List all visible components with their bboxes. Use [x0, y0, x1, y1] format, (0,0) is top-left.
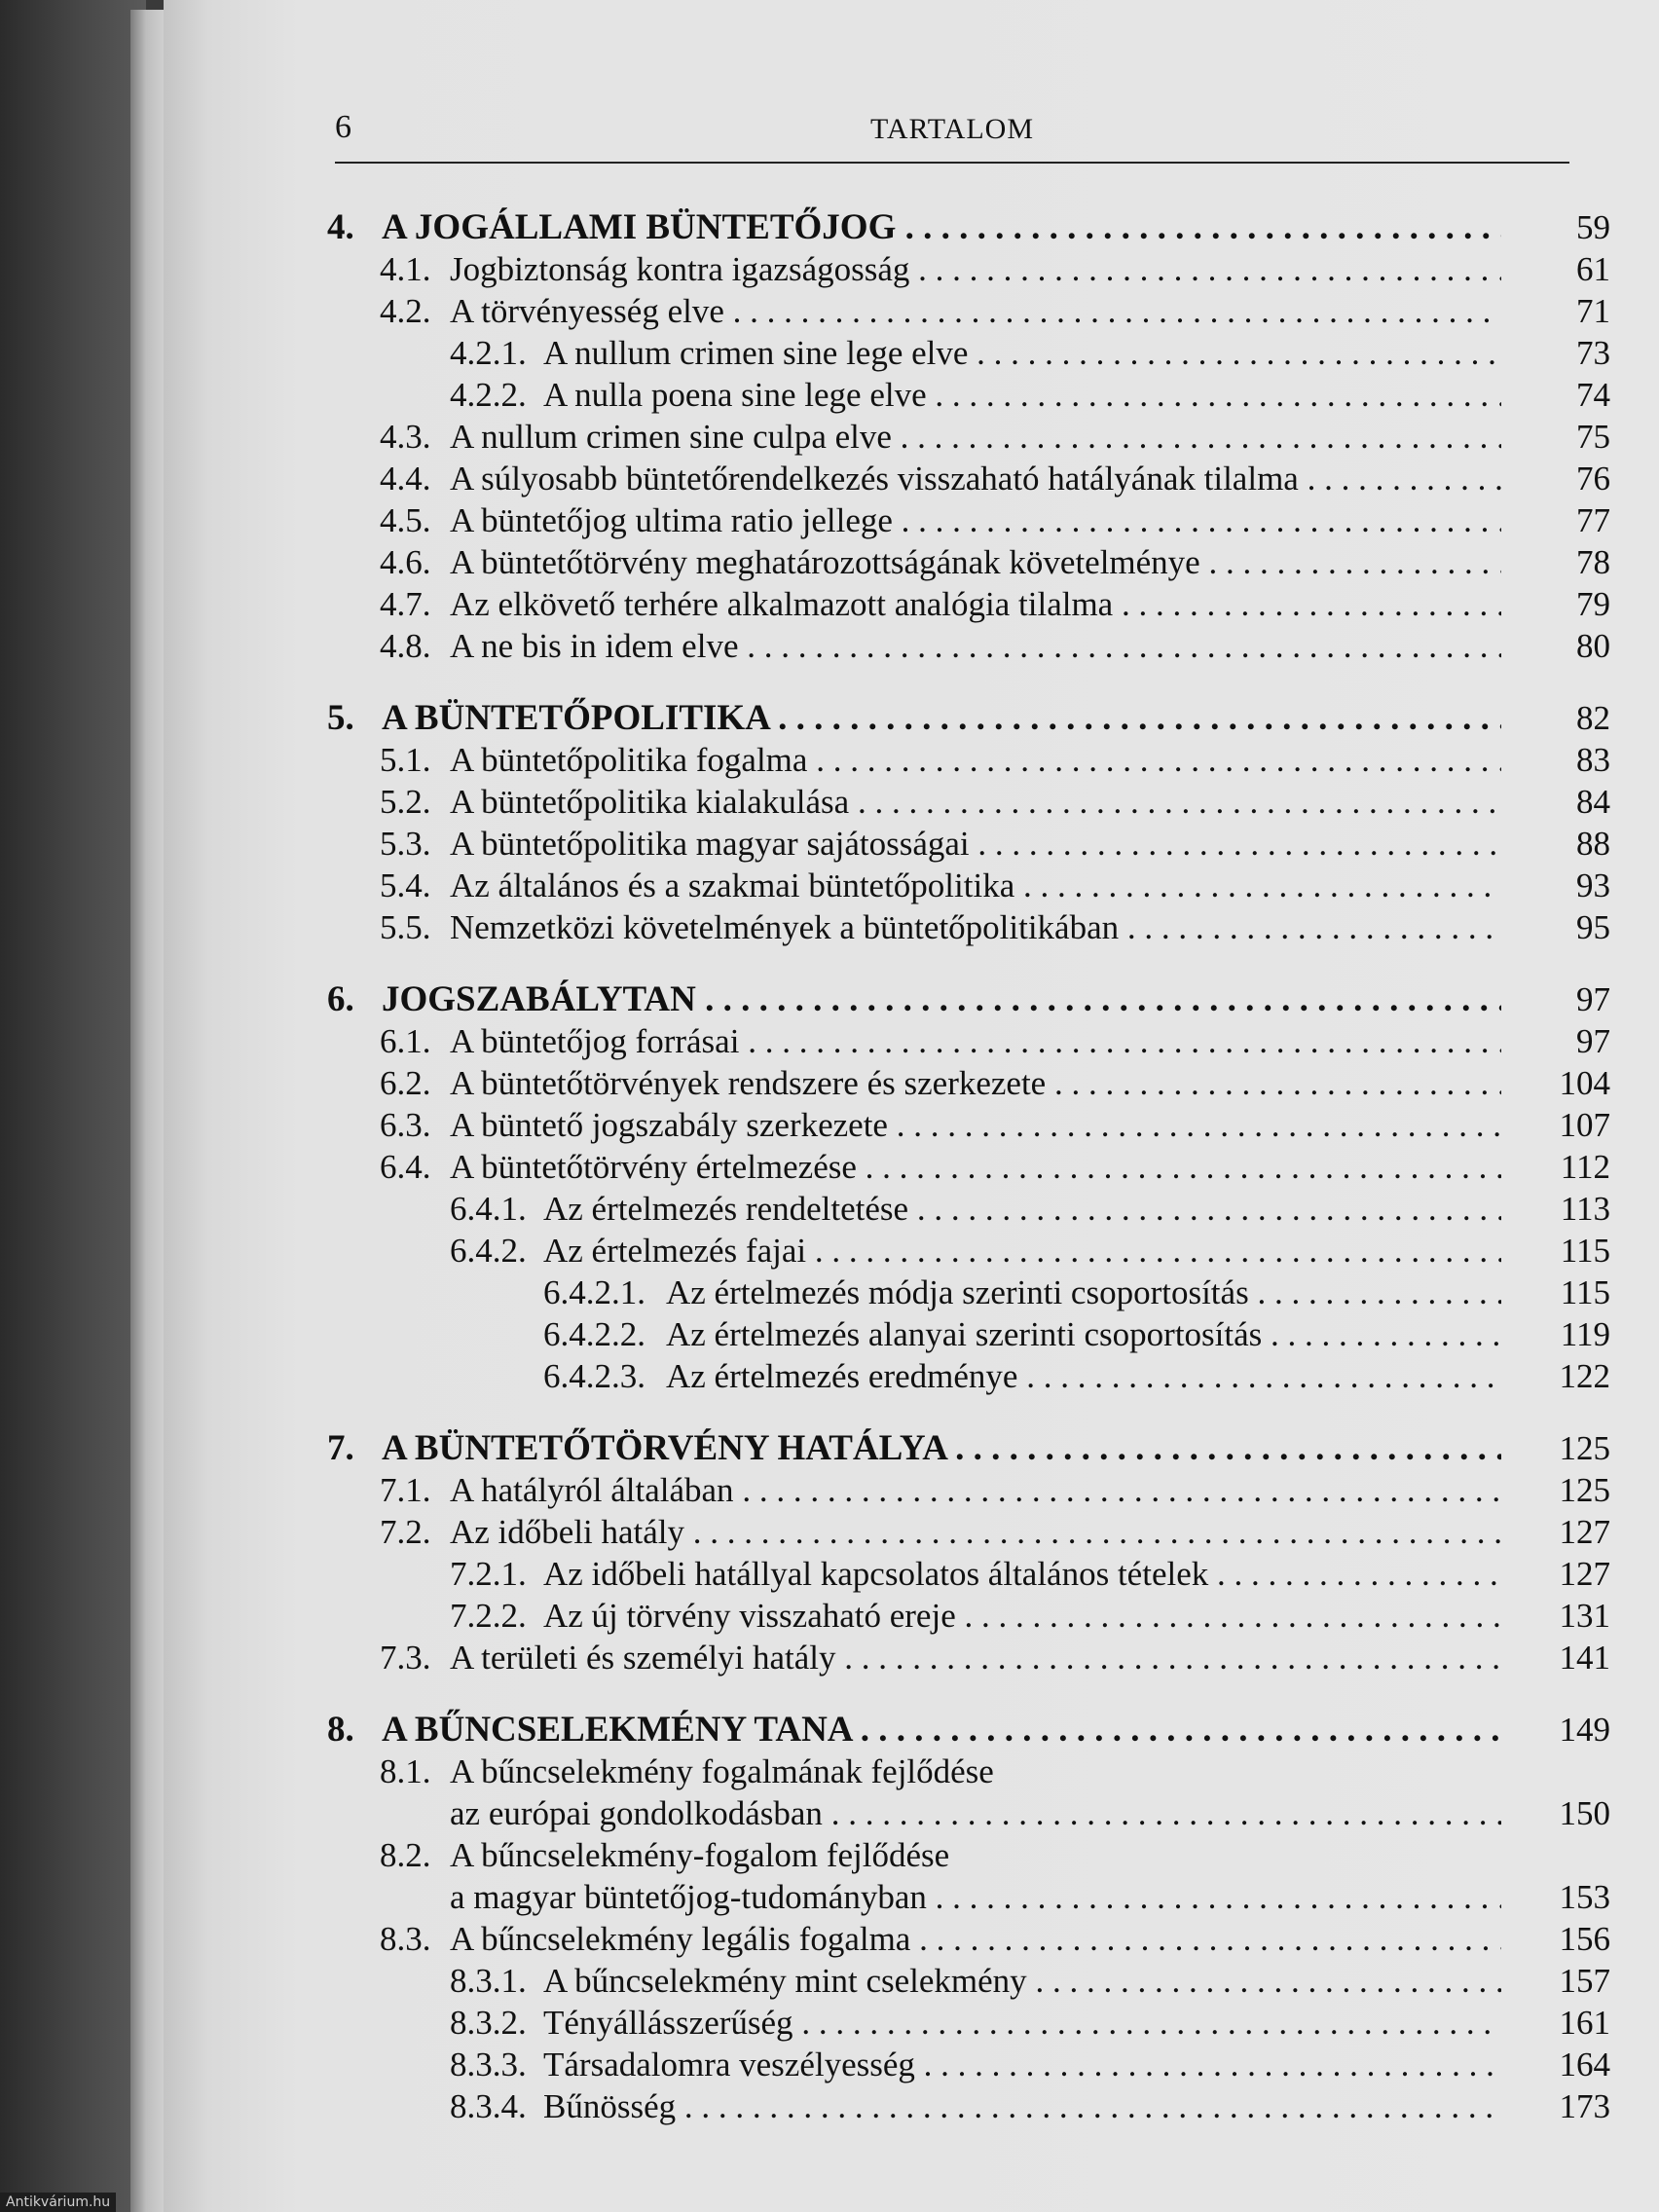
toc-entry-number: 7.1. — [380, 1471, 431, 1509]
toc-entry-number: 6.4. — [380, 1148, 431, 1186]
toc-entry-title: Társadalomra veszélyesség . . . — [543, 2044, 1501, 2085]
toc-entry-number: 7. — [327, 1428, 354, 1468]
toc-entry-number: 4. — [327, 207, 354, 247]
toc-entry-number: 7.2.2. — [450, 1597, 527, 1635]
toc-page-number: 150 — [1559, 1794, 1610, 1832]
toc-entry-title: A bűncselekmény legális fogalma . . . — [450, 1918, 1501, 1960]
toc-page-number: 119 — [1560, 1315, 1610, 1353]
toc-entry-number: 8.3.2. — [450, 2004, 527, 2042]
toc-page-number: 127 — [1559, 1555, 1610, 1593]
toc-entry-title: A BÜNTETŐTÖRVÉNY HATÁLYA . . . — [382, 1427, 1501, 1469]
toc-entry-title: A büntetőpolitika magyar sajátosságai . . . — [450, 823, 1501, 865]
toc-entry-number: 4.6. — [380, 543, 431, 581]
toc-entry-title: Nemzetközi követelmények a büntetőpolitikában . . . — [450, 906, 1501, 948]
toc-page-number: 61 — [1576, 250, 1610, 288]
toc-entry-title-continued: az európai gondolkodásban . . . — [450, 1792, 1501, 1834]
toc-page-number: 77 — [1576, 501, 1610, 539]
background-shadow — [0, 0, 146, 2212]
toc-entry-number: 4.2.1. — [450, 334, 527, 372]
toc-page-number: 84 — [1576, 783, 1610, 821]
toc-page-number: 125 — [1559, 1471, 1610, 1509]
page-number: 6 — [335, 109, 351, 145]
toc-entry-number: 5.2. — [380, 783, 431, 821]
toc-page-number: 88 — [1576, 825, 1610, 863]
page-header — [335, 109, 1569, 164]
toc-entry-number: 4.2.2. — [450, 376, 527, 414]
toc-entry-number: 6.4.2.2. — [543, 1315, 645, 1353]
toc-page-number: 97 — [1576, 1022, 1610, 1060]
toc-page-number: 95 — [1576, 908, 1610, 946]
toc-entry-number: 4.2. — [380, 292, 431, 330]
toc-entry-title: Az értelmezés eredménye . . . — [666, 1355, 1501, 1397]
toc-page-number: 112 — [1560, 1148, 1610, 1186]
toc-entry-title: Az értelmezés módja szerinti csoportosítás . . . — [666, 1272, 1501, 1313]
toc-page-number: 107 — [1559, 1106, 1610, 1144]
toc-entry-number: 4.5. — [380, 501, 431, 539]
toc-page-number: 161 — [1559, 2004, 1610, 2042]
toc-entry-title: A nullum crimen sine lege elve . . . — [543, 332, 1501, 374]
toc-entry-title: A ne bis in idem elve . . . — [450, 625, 1501, 667]
toc-entry-title: JOGSZABÁLYTAN . . . — [382, 978, 1501, 1020]
toc-entry-title: A területi és személyi hatály . . . — [450, 1637, 1501, 1678]
toc-entry-number: 6.4.1. — [450, 1190, 527, 1228]
toc-page-number: 78 — [1576, 543, 1610, 581]
watermark: Antikvárium.hu — [0, 2193, 116, 2212]
toc-entry-title: A büntetőpolitika fogalma . . . — [450, 739, 1501, 781]
toc-entry-number: 7.2. — [380, 1513, 431, 1551]
toc-entry-title: A büntetőjog forrásai . . . — [450, 1020, 1501, 1062]
toc-entry-number: 7.2.1. — [450, 1555, 527, 1593]
toc-page-number: 141 — [1559, 1639, 1610, 1677]
toc-entry-number: 4.7. — [380, 585, 431, 623]
toc-entry-number: 6. — [327, 979, 354, 1019]
toc-entry-title: Az elkövető terhére alkalmazott analógia tilalma . . . — [450, 583, 1501, 625]
toc-entry-title: A büntető jogszabály szerkezete . . . — [450, 1104, 1501, 1146]
toc-entry-title: A büntetőtörvények rendszere és szerkezete . . . — [450, 1062, 1501, 1104]
toc-page-number: 149 — [1559, 1711, 1610, 1749]
toc-page-number: 122 — [1559, 1357, 1610, 1395]
toc-entry-title: A büntetőtörvény meghatározottságának követelménye . . . — [450, 541, 1501, 583]
toc-entry-number: 4.4. — [380, 460, 431, 498]
toc-entry-number: 8. — [327, 1710, 354, 1750]
toc-entry-number: 8.1. — [380, 1752, 431, 1790]
toc-page-number: 97 — [1576, 980, 1610, 1018]
toc-entry-number: 4.1. — [380, 250, 431, 288]
toc-entry-number: 6.1. — [380, 1022, 431, 1060]
toc-entry-number: 5.3. — [380, 825, 431, 863]
toc-entry-number: 5.4. — [380, 866, 431, 904]
toc-page-number: 173 — [1559, 2087, 1610, 2125]
toc-entry-title: A bűncselekmény mint cselekmény . . . — [543, 1960, 1501, 2002]
toc-page-number: 113 — [1560, 1190, 1610, 1228]
toc-page-number: 79 — [1576, 585, 1610, 623]
toc-entry-title: A nulla poena sine lege elve . . . — [543, 374, 1501, 416]
toc-entry-number: 6.4.2.1. — [543, 1273, 645, 1311]
toc-entry-title: A büntetőpolitika kialakulása . . . — [450, 781, 1501, 823]
toc-entry-number: 4.8. — [380, 627, 431, 665]
toc-page-number: 59 — [1576, 208, 1610, 246]
toc-entry-title: Tényállásszerűség . . . — [543, 2002, 1501, 2044]
toc-entry-number: 8.3.4. — [450, 2087, 527, 2125]
toc-page-number: 73 — [1576, 334, 1610, 372]
toc-entry-number: 6.3. — [380, 1106, 431, 1144]
toc-page-number: 125 — [1559, 1429, 1610, 1467]
toc-entry-number: 8.3.3. — [450, 2046, 527, 2083]
toc-entry-number: 5. — [327, 698, 354, 738]
toc-page-number: 74 — [1576, 376, 1610, 414]
toc-page-number: 131 — [1559, 1597, 1610, 1635]
toc-entry-title: A bűncselekmény-fogalom fejlődése — [450, 1836, 950, 1874]
toc-entry-title: A BÜNTETŐPOLITIKA . . . — [382, 697, 1501, 739]
toc-page-number: 153 — [1559, 1878, 1610, 1916]
toc-entry-title: Az értelmezés rendeltetése . . . — [543, 1188, 1501, 1230]
toc-entry-title: Az időbeli hatály . . . — [450, 1511, 1501, 1553]
toc-entry-title: Az értelmezés fajai . . . — [543, 1230, 1501, 1272]
toc-entry-number: 6.4.2.3. — [543, 1357, 645, 1395]
toc-page-number: 76 — [1576, 460, 1610, 498]
toc-entry-number: 7.3. — [380, 1639, 431, 1677]
toc-entry-title: Az általános és a szakmai büntetőpolitika . . . — [450, 865, 1501, 906]
toc-entry-title: Jogbiztonság kontra igazságosság . . . — [450, 248, 1501, 290]
toc-entry-title-continued: a magyar büntetőjog-tudományban . . . — [450, 1876, 1501, 1918]
toc-entry-title: A büntetőtörvény értelmezése . . . — [450, 1146, 1501, 1188]
toc-page-number: 115 — [1560, 1273, 1610, 1311]
toc-entry-number: 6.2. — [380, 1064, 431, 1102]
toc-page-number: 71 — [1576, 292, 1610, 330]
toc-entry-title: A törvényesség elve . . . — [450, 290, 1501, 332]
toc-entry-number: 6.4.2. — [450, 1232, 527, 1270]
toc-page-number: 157 — [1559, 1962, 1610, 2000]
toc-page-number: 75 — [1576, 418, 1610, 456]
toc-entry-title: A súlyosabb büntetőrendelkezés visszaható hatályának tilalma . . . — [450, 458, 1501, 499]
toc-page-number: 83 — [1576, 741, 1610, 779]
toc-page-number: 164 — [1559, 2046, 1610, 2083]
toc-entry-title: A hatályról általában . . . — [450, 1469, 1501, 1511]
toc-entry-number: 5.1. — [380, 741, 431, 779]
toc-entry-title: Az értelmezés alanyai szerinti csoportosítás . . . — [666, 1313, 1501, 1355]
toc-entry-title: A bűncselekmény fogalmának fejlődése — [450, 1752, 994, 1790]
running-title: TARTALOM — [869, 113, 1035, 145]
toc-entry-number: 8.3.1. — [450, 1962, 527, 2000]
toc-entry-title: Bűnösség . . . — [543, 2085, 1501, 2127]
toc-entry-number: 8.2. — [380, 1836, 431, 1874]
toc-page-number: 156 — [1559, 1920, 1610, 1958]
toc-page-number: 82 — [1576, 699, 1610, 737]
toc-page-number: 104 — [1559, 1064, 1610, 1102]
toc-entry-title: Az új törvény visszaható ereje . . . — [543, 1595, 1501, 1637]
toc-entry-number: 4.3. — [380, 418, 431, 456]
toc-entry-title: A JOGÁLLAMI BÜNTETŐJOG . . . — [382, 206, 1501, 248]
toc-entry-title: A büntetőjog ultima ratio jellege . . . — [450, 499, 1501, 541]
toc-entry-number: 8.3. — [380, 1920, 431, 1958]
toc-page-number: 80 — [1576, 627, 1610, 665]
toc-entry-title: Az időbeli hatállyal kapcsolatos általános tételek . . . — [543, 1553, 1501, 1595]
toc-entry-title: A BŰNCSELEKMÉNY TANA . . . — [382, 1709, 1501, 1751]
toc-entry-title: A nullum crimen sine culpa elve . . . — [450, 416, 1501, 458]
toc-page-number: 93 — [1576, 866, 1610, 904]
toc-entry-number: 5.5. — [380, 908, 431, 946]
toc-page-number: 127 — [1559, 1513, 1610, 1551]
toc-page-number: 115 — [1560, 1232, 1610, 1270]
